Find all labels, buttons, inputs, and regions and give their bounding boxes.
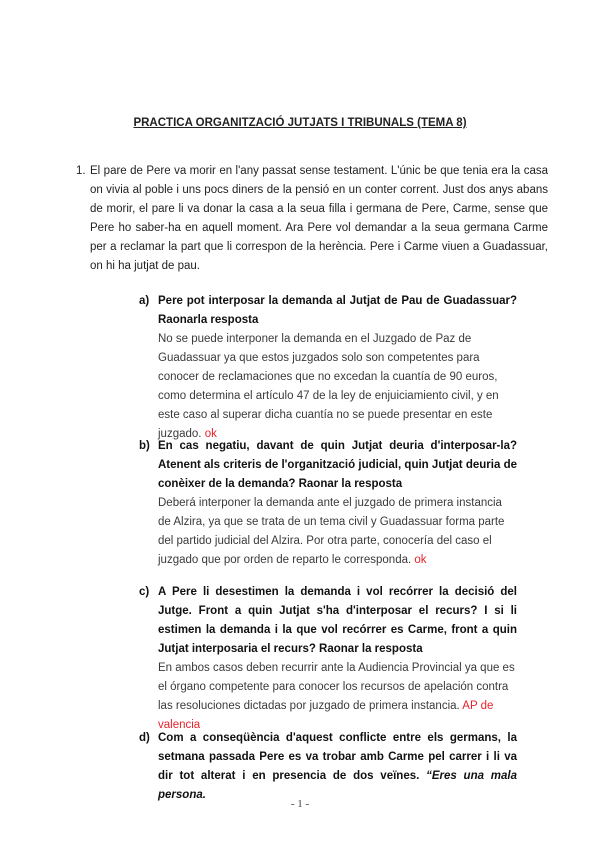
page-number: - 1 - [290,798,310,810]
question-1-text: El pare de Pere va morir en l'any passat sense testament. L'únic be que tenia era la casa on vivia al poble i uns pocs diners de la pensió en un conter corrent. Just dos anys abans de morir, el pare li va donar la casa a la seua filla i germana de Pere, Carme, sense que Pere ho saber-ha en aquell moment. Ara Pere vol demandar a la seua germana Carme per a reclamar la part que li correspon de la herència. Pere i Carme viuen a Guadassuar, on hi ha jutjat de pau. [90,165,548,272]
correction-note: ok [204,428,217,440]
subquestion-body: Com a conseqüència d'aquest conflicte entre els germans, la setmana passada Pere es va trobar amb Carme pel carrer i li va dir tot alterat i en presencia de dos veïnes. [158,732,517,782]
subquestion-label: c) [139,586,150,598]
answer-text [158,494,517,570]
answer-text [158,659,517,735]
answer-body: En ambos casos deben recurrir ante la Audiencia Provincial ya que es el órgano competente para conocer los recursos de apelación contra las resoluciones dictadas por juzgado de primera instancia. [158,662,515,712]
subquestion-text: A Pere li desestimen la demanda i vol recórrer la decisió del Jutge. Front a quin Jutjat s'ha d'interposar el recurs? I si li estimen la demanda i la que vol recórrer es Carme, front a quin Jutjat interposaria el recurs? Raonar la resposta [158,586,517,655]
answer-body: Deberá interponer la demanda ante el juzgado de primera instancia de Alzira, ya que se trata de un tema civil y Guadassuar forma parte del partido judicial del Alzira. Por otra parte, conocería del caso el juzgado que por orden de reparto le corresponda. [158,497,505,566]
correction-note: ok [414,554,427,566]
subquestion-d [139,729,517,805]
subquestion-text: Pere pot interposar la demanda al Jutjat de Pau de Guadassuar? Raonarla resposta [158,295,517,326]
subquestion-text [158,729,517,805]
subquestion-c [139,583,517,735]
correction-note: AP de valencia [158,700,494,731]
subquestion-b [139,437,517,570]
answer-body: No se puede interponer la demanda en el Juzgado de Paz de Guadassuar ya que estos juzgados solo son competentes para conocer de reclamaciones que no excedan la cuantía de 90 euros, como determina el artículo 47 de la ley de enjuiciamiento civil, y en este caso al superar dicha cuantía no se puede presentar en este juzgado. [158,333,499,440]
answer-text [158,330,517,444]
subquestion-label: a) [139,295,150,307]
subquestion-label: b) [139,440,150,452]
subquestion-label: d) [139,732,150,744]
document-title: PRACTICA ORGANITZACIÓ JUTJATS I TRIBUNALS (TEMA 8) [133,117,467,129]
subquestion-text: En cas negatiu, davant de quin Jutjat deuria d'interposar-la? Atenent als criteris de l'organització judicial, quin Jutjat deuria de conèixer de la demanda? Raonar la resposta [158,440,517,490]
quote-text: “Eres una mala persona. [158,770,517,801]
question-number: 1. [76,165,86,177]
subquestion-a [139,292,517,444]
